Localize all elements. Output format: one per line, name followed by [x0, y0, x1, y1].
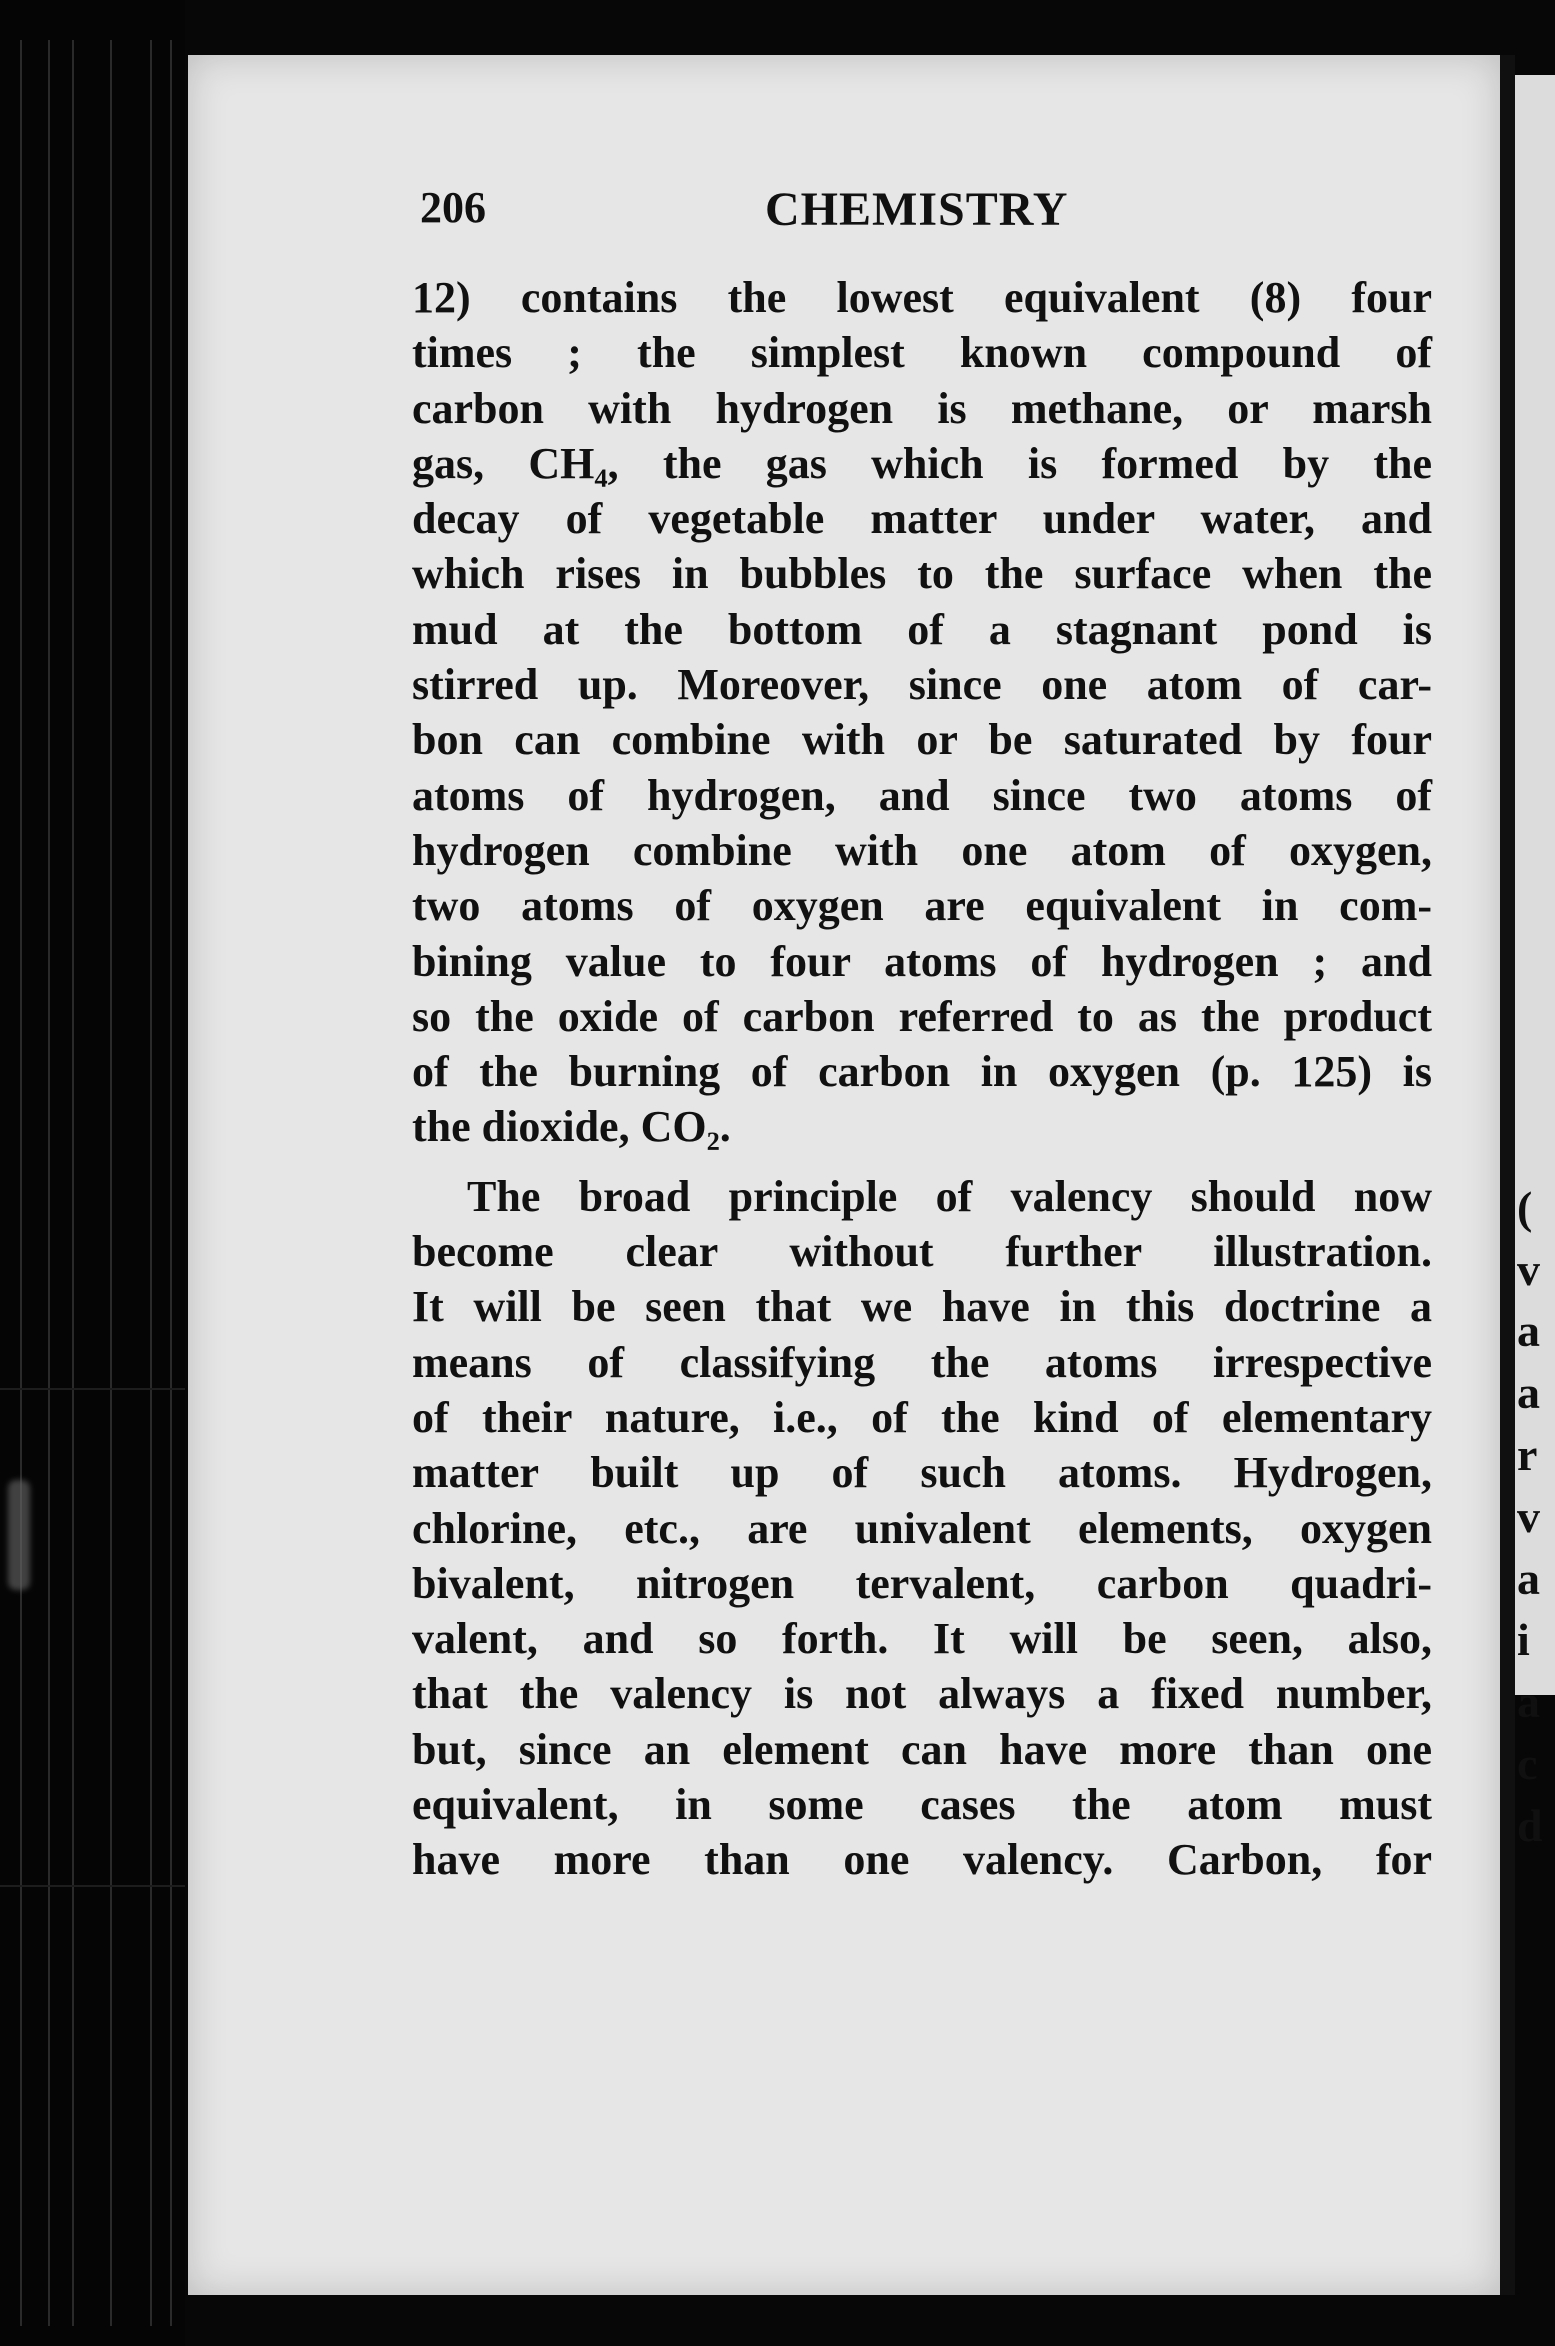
text-line: have more than one valency. Carbon, for [412, 1835, 1432, 1885]
text-line: so the oxide of carbon referred to as the product [412, 991, 1432, 1041]
facing-page-letter: i [1517, 1614, 1530, 1665]
facing-page-letter: a [1517, 1367, 1540, 1418]
text-line: chlorine, etc., are univalent elements, oxygen [412, 1503, 1432, 1553]
text-line: the dioxide, CO₂. [412, 1102, 731, 1152]
text-line: matter built up of such atoms. Hydrogen, [412, 1448, 1432, 1498]
text-line: It will be seen that we have in this doctrine a [412, 1282, 1432, 1332]
text-line: times ; the simplest known compound of [412, 328, 1432, 378]
page-header [420, 182, 1100, 242]
text-line: mud at the bottom of a stagnant pond is [412, 604, 1432, 654]
facing-page-letter: a [1517, 1305, 1540, 1356]
text-line: of their nature, i.e., of the kind of elementary [412, 1392, 1432, 1442]
text-line: gas, CH₄, the gas which is formed by the [412, 438, 1432, 488]
text-line: means of classifying the atoms irrespective [412, 1337, 1432, 1387]
paragraph-1 [412, 270, 1432, 1155]
text-line: which rises in bubbles to the surface when the [412, 549, 1432, 599]
text-line: equivalent, in some cases the atom must [412, 1780, 1432, 1830]
body-text [412, 270, 1432, 1888]
text-line: bining value to four atoms of hydrogen ; and [412, 936, 1432, 986]
facing-page-letter: v [1517, 1491, 1540, 1542]
text-line: two atoms of oxygen are equivalent in com- [412, 881, 1432, 931]
facing-page-letter: c [1517, 1738, 1538, 1789]
text-line: atoms of hydrogen, and since two atoms of [412, 770, 1432, 820]
text-line: bivalent, nitrogen tervalent, carbon quadri- [412, 1558, 1432, 1608]
facing-page-letter: a [1517, 1553, 1540, 1604]
text-line: bon can combine with or be saturated by four [412, 715, 1432, 765]
page-number: 206 [420, 183, 486, 232]
text-line: carbon with hydrogen is methane, or marsh [412, 383, 1432, 433]
text-line: become clear without further illustration. [412, 1227, 1432, 1277]
facing-page-letter: r [1517, 1429, 1538, 1480]
paragraph-2 [412, 1169, 1432, 1888]
facing-page-letter: a [1517, 1676, 1540, 1727]
facing-page-letter: v [1517, 1244, 1540, 1295]
running-title: CHEMISTRY [765, 183, 1069, 236]
book-binding-edge [0, 0, 185, 2346]
text-line: 12) contains the lowest equivalent (8) four [412, 273, 1432, 322]
text-line: valent, and so forth. It will be seen, also, [412, 1614, 1432, 1664]
text-line: decay of vegetable matter under water, and [412, 494, 1432, 544]
text-line: of the burning of carbon in oxygen (p. 125) is [412, 1047, 1432, 1097]
text-line: The broad principle of valency should now [467, 1171, 1432, 1221]
text-line: hydrogen combine with one atom of oxygen, [412, 825, 1432, 875]
text-line: but, since an element can have more than one [412, 1724, 1432, 1774]
page-edge [1500, 55, 1515, 2295]
text-line: stirred up. Moreover, since one atom of car- [412, 660, 1432, 710]
facing-page-letter: d [1517, 1800, 1543, 1851]
facing-page-strip [1515, 75, 1555, 1851]
scan-artifact [8, 1480, 30, 1590]
text-line: that the valency is not always a fixed number, [412, 1669, 1432, 1719]
facing-page-letter: ( [1517, 1182, 1533, 1233]
